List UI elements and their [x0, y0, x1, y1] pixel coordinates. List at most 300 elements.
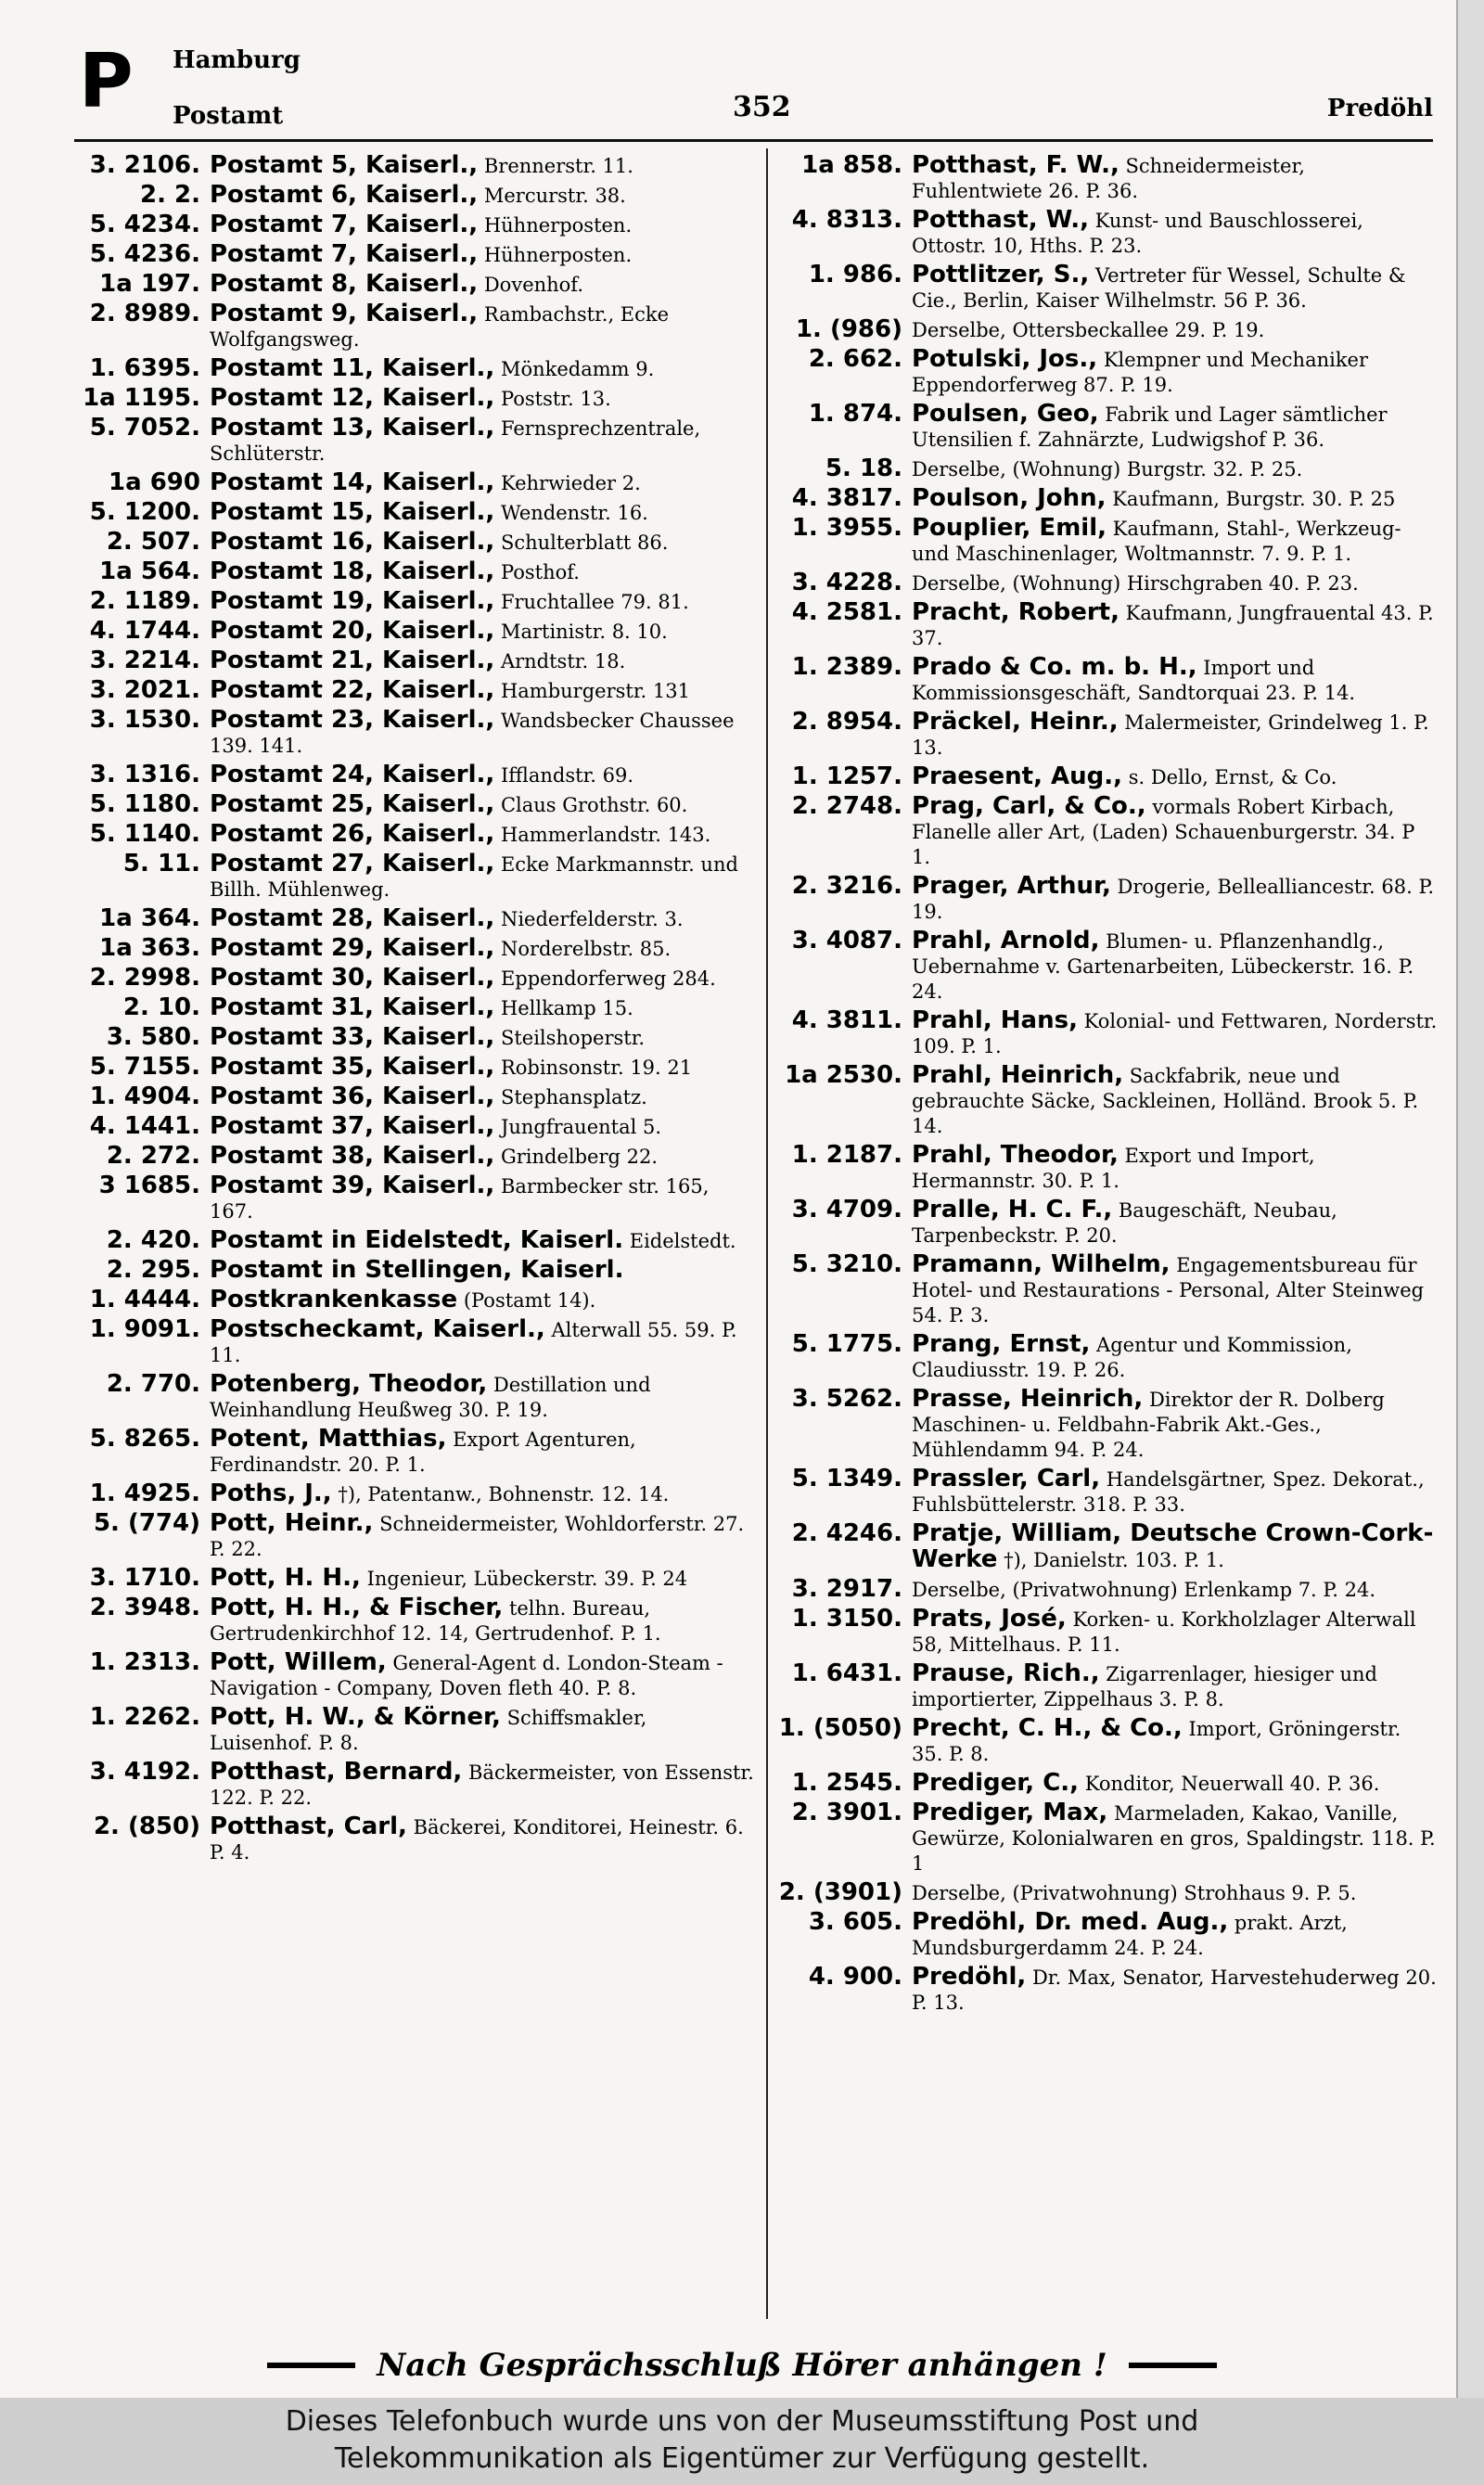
- entry-name: Precht, C. H., & Co.,: [912, 1714, 1183, 1742]
- directory-entry: [78, 1114, 755, 1140]
- entry-details: Eidelstedt.: [623, 1230, 736, 1252]
- entry-name: Postamt 36, Kaiserl.,: [210, 1082, 495, 1110]
- entry-text: [210, 242, 755, 268]
- phone-number: 3. 4228.: [791, 569, 902, 596]
- entry-details: Hellkamp 15.: [494, 997, 633, 1019]
- entry-name: Pramann, Wilhelm,: [912, 1250, 1171, 1278]
- entry-name: Postamt 14, Kaiserl.,: [210, 468, 495, 496]
- entry-name: Poths, J.,: [210, 1479, 332, 1507]
- phone-number: 3. 580.: [106, 1023, 200, 1051]
- phone-number: 2. 8954.: [791, 708, 902, 736]
- entry-name: Präckel, Heinr.,: [912, 708, 1119, 736]
- phone-number: 3. 5262.: [791, 1385, 902, 1413]
- phone-number: 5. 4236.: [89, 240, 200, 268]
- directory-entry: [78, 678, 755, 704]
- phone-number: 3 1685.: [98, 1172, 200, 1199]
- entry-name: Postamt 19, Kaiserl.,: [210, 587, 495, 615]
- entry-text: [912, 1607, 1438, 1658]
- phone-number: 1a 364.: [99, 904, 200, 932]
- page-edge: [1456, 0, 1484, 2398]
- phone-number: 2. 10.: [122, 993, 200, 1021]
- entry-details: Brennerstr. 11.: [478, 155, 633, 177]
- phone-number: 1a 1195.: [83, 384, 200, 412]
- column-divider: [766, 148, 768, 2319]
- entry-name: Postscheckamt, Kaiserl.,: [210, 1315, 545, 1343]
- entry-name: Pralle, H. C. F.,: [912, 1196, 1113, 1223]
- entry-text: [210, 1511, 755, 1562]
- directory-entry: [78, 762, 755, 788]
- entry-details: prakt. Arzt, Mundsburgerdamm 24. P. 24.: [912, 1912, 1348, 1959]
- entry-text: [210, 966, 755, 992]
- entry-text: [912, 1063, 1438, 1139]
- entry-name: Postamt in Eidelstedt, Kaiserl.: [210, 1226, 624, 1254]
- entry-details: Kolonial- und Fettwaren, Norderstr. 109. P. 1.: [912, 1010, 1438, 1057]
- phone-number: 2. 420.: [106, 1226, 200, 1254]
- phone-number: 2. 1189.: [89, 587, 200, 615]
- entry-name: Potthast, Bernard,: [210, 1758, 463, 1786]
- directory-entry: [78, 1258, 755, 1284]
- entry-details: Robinsonstr. 19. 21: [494, 1057, 693, 1079]
- entry-text: [210, 678, 755, 704]
- entry-name: Potent, Matthias,: [210, 1425, 447, 1453]
- entry-details: Marmeladen, Kakao, Vanille, Gewürze, Kolonialwaren en gros, Spaldingstr. 118. P. 1: [912, 1802, 1436, 1875]
- entry-details: Bäckerei, Konditorei, Heinestr. 6. P. 4.: [210, 1816, 744, 1864]
- entry-text: [210, 995, 755, 1021]
- directory-entry: [78, 1372, 755, 1423]
- phone-number: 3. 4087.: [791, 927, 902, 954]
- entry-text: [912, 1143, 1438, 1194]
- footer-text: Nach Gesprächsschluß Hörer anhängen !: [377, 2347, 1107, 2384]
- entry-details: Fernsprechzentrale, Schlüterstr.: [210, 417, 701, 465]
- entry-details: †), Danielstr. 103. P. 1.: [997, 1549, 1224, 1571]
- header-rule: [74, 139, 1433, 142]
- entry-text: [210, 1287, 755, 1313]
- directory-entry: [777, 347, 1438, 398]
- phone-number: 1. 986.: [808, 261, 902, 288]
- entry-text: [210, 1650, 755, 1701]
- entry-details: Fruchtallee 79. 81.: [494, 591, 689, 613]
- entry-name: Postamt in Stellingen, Kaiserl.: [210, 1256, 624, 1284]
- entry-text: [912, 929, 1438, 1005]
- directory-entry: [777, 1716, 1438, 1767]
- entry-name: Postamt 13, Kaiserl.,: [210, 414, 495, 442]
- directory-entry: [777, 402, 1438, 453]
- entry-details: Jungfrauental 5.: [494, 1116, 662, 1138]
- entry-details: Handelsgärtner, Spez. Dekorat., Fuhlsbüttelerstr. 318. P. 33.: [912, 1468, 1425, 1516]
- entry-name: Postamt 9, Kaiserl.,: [210, 300, 479, 327]
- phone-number: 1. 4925.: [89, 1479, 200, 1507]
- directory-entry: [78, 1814, 755, 1865]
- entry-text: [210, 212, 755, 238]
- entry-name: Potthast, F. W.,: [912, 151, 1119, 179]
- phone-number: 3. 4709.: [791, 1196, 902, 1223]
- footer-dash-right: [1129, 2363, 1217, 2368]
- phone-number: 1. 4904.: [89, 1082, 200, 1110]
- entry-details: Hühnerposten.: [478, 214, 633, 237]
- directory-entry: [78, 906, 755, 932]
- entry-name: Postamt 26, Kaiserl.,: [210, 820, 495, 848]
- directory-entry: [777, 153, 1438, 204]
- directory-entry: [78, 500, 755, 526]
- entry-name: Postamt 21, Kaiserl.,: [210, 647, 495, 674]
- entry-details: Wandsbecker Chaussee 139. 141.: [210, 710, 735, 757]
- entry-name: Postamt 29, Kaiserl.,: [210, 934, 495, 962]
- directory-entry: [78, 1025, 755, 1051]
- entry-details: Malermeister, Grindelweg 1. P. 13.: [912, 711, 1429, 759]
- entry-details: Kaufmann, Stahl-, Werkzeug- und Maschinenlager, Woltmannstr. 7. 9. P. 1.: [912, 518, 1401, 565]
- entry-text: [912, 263, 1438, 314]
- entry-text: [912, 456, 1438, 482]
- phone-number: 1. 4444.: [89, 1286, 200, 1313]
- directory-entry: [777, 1661, 1438, 1712]
- directory-entry: [777, 1607, 1438, 1658]
- entry-text: [210, 1481, 755, 1507]
- entry-name: Postamt 7, Kaiserl.,: [210, 240, 479, 268]
- phone-number: 1. 2187.: [791, 1141, 902, 1169]
- phone-number: 5. 8265.: [89, 1425, 200, 1453]
- entry-text: [912, 1387, 1438, 1463]
- directory-entry: [777, 208, 1438, 259]
- phone-number: 2. (850): [93, 1813, 200, 1840]
- phone-number: 5. 1200.: [89, 498, 200, 526]
- entry-text: [210, 1427, 755, 1478]
- entry-details: Alterwall 55. 59. P. 11.: [210, 1319, 737, 1366]
- entry-details: telhn. Bureau, Gertrudenkirchhof 12. 14, Gertrudenhof. P. 1.: [210, 1597, 661, 1645]
- entry-details: Derselbe, (Wohnung) Burgstr. 32. P. 25.: [912, 458, 1303, 480]
- directory-entry: [777, 655, 1438, 706]
- phone-number: 2. 2.: [140, 181, 200, 209]
- entry-name: Postamt 31, Kaiserl.,: [210, 993, 495, 1021]
- directory-entry: [78, 1566, 755, 1592]
- entry-text: [210, 1814, 755, 1865]
- directory-entry: [78, 589, 755, 615]
- entry-text: [912, 874, 1438, 925]
- entry-details: Ifflandstr. 69.: [494, 764, 634, 787]
- entry-name: Postamt 25, Kaiserl.,: [210, 790, 495, 818]
- phone-number: 1a 2530.: [785, 1061, 902, 1089]
- directory-entry: [78, 966, 755, 992]
- directory-entry: [78, 1427, 755, 1478]
- directory-entry: [78, 386, 755, 412]
- entry-name: Poulsen, Geo,: [912, 400, 1099, 428]
- entry-details: Blumen- u. Pflanzenhandlg., Uebernahme v. Gartenarbeiten, Lübeckerstr. 16. P. 24.: [912, 930, 1414, 1003]
- entry-name: Prado & Co. m. b. H.,: [912, 653, 1197, 681]
- directory-entry: [78, 936, 755, 962]
- directory-entry: [78, 1511, 755, 1562]
- phone-number: 3. 1710.: [89, 1564, 200, 1592]
- directory-entry: [78, 242, 755, 268]
- phone-number: 4. 8313.: [791, 206, 902, 234]
- entry-details: Mönkedamm 9.: [494, 358, 655, 380]
- entry-details: Agentur und Kommission, Claudiusstr. 19. P. 26.: [912, 1334, 1352, 1381]
- entry-name: Postamt 7, Kaiserl.,: [210, 211, 479, 238]
- entry-text: [912, 317, 1438, 343]
- phone-number: 3. 2021.: [89, 676, 200, 704]
- phone-number: 5. 1349.: [791, 1465, 902, 1492]
- directory-entry: [777, 1910, 1438, 1961]
- caption-line-2: Telekommunikation als Eigentümer zur Verfügung gestellt.: [334, 2442, 1150, 2475]
- phone-number: 2. 2748.: [791, 792, 902, 820]
- entry-text: [912, 347, 1438, 398]
- phone-number: 3. 4192.: [89, 1758, 200, 1786]
- entry-text: [210, 1372, 755, 1423]
- entry-details: Schulterblatt 86.: [494, 532, 669, 554]
- phone-number: 5. 7052.: [89, 414, 200, 442]
- phone-number: 2. 3901.: [791, 1799, 902, 1826]
- directory-entry: [777, 1387, 1438, 1463]
- directory-entry: [78, 1595, 755, 1646]
- entry-name: Prahl, Arnold,: [912, 927, 1100, 954]
- entry-text: [210, 1025, 755, 1051]
- entry-text: [912, 1965, 1438, 2016]
- entry-name: Pott, H. H.,: [210, 1564, 361, 1592]
- entry-name: Potthast, Carl,: [210, 1813, 407, 1840]
- phone-number: 5. 4234.: [89, 211, 200, 238]
- entry-details: Schiffsmakler, Luisenhof. P. 8.: [210, 1707, 647, 1754]
- entry-text: [210, 470, 755, 496]
- directory-entry: [78, 153, 755, 179]
- directory-entry: [78, 1287, 755, 1313]
- directory-entry: [78, 530, 755, 556]
- header-first-entry: Postamt: [173, 102, 284, 130]
- directory-entry: [78, 995, 755, 1021]
- directory-entry: [777, 710, 1438, 761]
- phone-number: 5. (774): [93, 1509, 200, 1537]
- entry-name: Postkrankenkasse: [210, 1286, 458, 1313]
- entry-details: Kunst- und Bauschlosserei, Ottostr. 10, Hths. P. 23.: [912, 210, 1363, 257]
- phone-number: 4. 3811.: [791, 1006, 902, 1034]
- entry-details: Rambachstr., Ecke Wolfgangsweg.: [210, 303, 670, 351]
- entry-details: Sackfabrik, neue und gebrauchte Säcke, Sackleinen, Holländ. Brook 5. P. 14.: [912, 1065, 1419, 1137]
- directory-entry: [78, 822, 755, 848]
- directory-entry: [777, 486, 1438, 512]
- directory-entry: [777, 600, 1438, 651]
- directory-entry: [78, 648, 755, 674]
- entry-details: †), Patentanw., Bohnenstr. 12. 14.: [331, 1483, 670, 1505]
- phone-number: 1. 3150.: [791, 1605, 902, 1633]
- entry-details: Vertreter für Wessel, Schulte & Cie., Berlin, Kaiser Wilhelmstr. 56 P. 36.: [912, 264, 1406, 312]
- entry-text: [210, 619, 755, 645]
- entry-details: Export Agenturen, Ferdinandstr. 20. P. 1.: [210, 1428, 636, 1476]
- entry-name: Postamt 15, Kaiserl.,: [210, 498, 495, 526]
- entry-details: Steilshoperstr.: [494, 1027, 646, 1049]
- entry-text: [210, 792, 755, 818]
- directory-entry: [777, 1008, 1438, 1059]
- header-last-entry: Predöhl: [1326, 95, 1433, 122]
- entry-name: Predöhl, Dr. med. Aug.,: [912, 1908, 1229, 1936]
- phone-number: 4. 1744.: [89, 617, 200, 645]
- directory-entry: [777, 1800, 1438, 1877]
- phone-number: 2. 295.: [106, 1256, 200, 1284]
- entry-name: Poulson, John,: [912, 484, 1107, 512]
- entry-name: Postamt 35, Kaiserl.,: [210, 1053, 495, 1081]
- entry-text: [912, 1910, 1438, 1961]
- entry-text: [912, 710, 1438, 761]
- entry-details: Drogerie, Bellealliancestr. 68. P. 19.: [912, 876, 1435, 923]
- directory-entry: [777, 317, 1438, 343]
- phone-number: 2. 3948.: [89, 1594, 200, 1621]
- entry-text: [210, 708, 755, 759]
- entry-details: Hammerlandstr. 143.: [494, 824, 711, 846]
- phone-number: 1. 9091.: [89, 1315, 200, 1343]
- entry-name: Postamt 16, Kaiserl.,: [210, 528, 495, 556]
- phone-number: 5. 1775.: [791, 1330, 902, 1358]
- entry-details: Dovenhof.: [478, 274, 584, 296]
- phone-number: 3. 2917.: [791, 1575, 902, 1603]
- entry-details: Hamburgerstr. 131: [494, 680, 690, 702]
- entry-details: Konditor, Neuerwall 40. P. 36.: [1079, 1773, 1380, 1795]
- phone-number: 1a 363.: [99, 934, 200, 962]
- phone-number: 1. 2262.: [89, 1703, 200, 1731]
- entry-name: Praesent, Aug.,: [912, 762, 1123, 790]
- entry-name: Prassler, Carl,: [912, 1465, 1101, 1492]
- entry-text: [210, 906, 755, 932]
- entry-name: Potulski, Jos.,: [912, 345, 1098, 373]
- phone-number: 5. 7155.: [89, 1053, 200, 1081]
- directory-entry: [78, 1144, 755, 1170]
- phone-number: 1a 690: [109, 468, 200, 496]
- entry-name: Postamt 24, Kaiserl.,: [210, 761, 495, 788]
- entry-text: [912, 208, 1438, 259]
- entry-name: Pott, Heinr.,: [210, 1509, 374, 1537]
- entry-details: Martinistr. 8. 10.: [494, 621, 668, 643]
- entry-name: Prediger, Max,: [912, 1799, 1108, 1826]
- phone-number: 2. 770.: [106, 1370, 200, 1398]
- entry-text: [210, 500, 755, 526]
- entry-name: Postamt 23, Kaiserl.,: [210, 706, 495, 734]
- phone-number: 4. 900.: [808, 1963, 902, 1991]
- phone-number: 1a 858.: [801, 151, 902, 179]
- entry-text: [912, 764, 1438, 790]
- entry-text: [210, 852, 755, 903]
- entry-name: Postamt 20, Kaiserl.,: [210, 617, 495, 645]
- entry-name: Potthast, W.,: [912, 206, 1089, 234]
- entry-name: Pratje, William, Deutsche Crown-Cork-Werke: [912, 1519, 1434, 1573]
- directory-entry: [78, 1055, 755, 1081]
- phone-number: 4. 2581.: [791, 598, 902, 626]
- entry-name: Prediger, C.,: [912, 1769, 1080, 1797]
- directory-entry: [78, 470, 755, 496]
- page-number: 352: [733, 91, 791, 123]
- entry-details: Eppendorferweg 284.: [494, 967, 716, 990]
- directory-entry: [777, 456, 1438, 482]
- entry-text: [912, 1252, 1438, 1328]
- phone-number: 1. 2389.: [791, 653, 902, 681]
- entry-text: [210, 1258, 755, 1284]
- directory-entry: [78, 1084, 755, 1110]
- phone-number: 4. 1441.: [89, 1112, 200, 1140]
- entry-text: [210, 1595, 755, 1646]
- footer-dash-left: [267, 2363, 355, 2368]
- phone-number: 3. 1316.: [89, 761, 200, 788]
- entry-text: [210, 1228, 755, 1254]
- directory-entry: [777, 1198, 1438, 1249]
- directory-entry: [78, 416, 755, 467]
- entry-name: Postamt 11, Kaiserl.,: [210, 354, 495, 382]
- entry-details: vormals Robert Kirbach, Flanelle aller Art, (Laden) Schauenburgerstr. 34. P 1.: [912, 796, 1415, 868]
- entry-name: Pouplier, Emil,: [912, 514, 1107, 542]
- entry-text: [912, 1521, 1438, 1573]
- entry-text: [210, 530, 755, 556]
- entry-details: Fabrik und Lager sämtlicher Utensilien f. Zahnärzte, Ludwigshof P. 36.: [912, 403, 1388, 451]
- entry-name: Postamt 38, Kaiserl.,: [210, 1142, 495, 1170]
- entry-name: Postamt 22, Kaiserl.,: [210, 676, 495, 704]
- entry-name: Postamt 5, Kaiserl.,: [210, 151, 479, 179]
- phone-number: 2. 3216.: [791, 872, 902, 900]
- entry-text: [912, 1198, 1438, 1249]
- directory-entry: [78, 1173, 755, 1224]
- entry-details: General-Agent d. London-Steam - Navigation - Company, Doven fleth 40. P. 8.: [210, 1652, 723, 1699]
- entry-details: Derselbe, (Wohnung) Hirschgraben 40. P. 23.: [912, 572, 1359, 595]
- entry-text: [210, 416, 755, 467]
- directory-entry: [777, 764, 1438, 790]
- entry-text: [210, 648, 755, 674]
- entry-text: [912, 794, 1438, 870]
- entry-text: [912, 600, 1438, 651]
- entry-details: Zigarrenlager, hiesiger und importierter, Zippelhaus 3. P. 8.: [912, 1663, 1377, 1710]
- entry-details: Niederfelderstr. 3.: [494, 908, 684, 930]
- entry-text: [912, 1661, 1438, 1712]
- entry-name: Prats, José,: [912, 1605, 1067, 1633]
- directory-entry: [78, 301, 755, 352]
- entry-text: [912, 1880, 1438, 1906]
- entry-text: [912, 655, 1438, 706]
- directory-entry: [777, 1771, 1438, 1797]
- entry-text: [210, 1317, 755, 1368]
- phone-number: 3. 1530.: [89, 706, 200, 734]
- phone-number: 1. 2545.: [791, 1769, 902, 1797]
- entry-details: Posthof.: [494, 561, 580, 583]
- entry-text: [210, 1055, 755, 1081]
- entry-details: Schneidermeister, Wohldorferstr. 27. P. 22.: [210, 1513, 745, 1560]
- directory-entry: [78, 183, 755, 209]
- directory-entry: [78, 708, 755, 759]
- entry-details: Bäckermeister, von Essenstr. 122. P. 22.: [210, 1761, 754, 1809]
- phone-number: 5. 18.: [825, 455, 902, 482]
- entry-name: Pracht, Robert,: [912, 598, 1119, 626]
- entry-name: Postamt 28, Kaiserl.,: [210, 904, 495, 932]
- directory-entry: [78, 619, 755, 645]
- phone-number: 1. 874.: [808, 400, 902, 428]
- entry-details: Arndtstr. 18.: [494, 650, 626, 672]
- phone-number: 2. 662.: [808, 345, 902, 373]
- phone-number: 5. 3210.: [791, 1250, 902, 1278]
- directory-entry: [78, 212, 755, 238]
- entry-name: Postamt 37, Kaiserl.,: [210, 1112, 495, 1140]
- phone-number: 1. 6431.: [791, 1659, 902, 1687]
- entry-name: Prahl, Heinrich,: [912, 1061, 1124, 1089]
- entry-text: [912, 153, 1438, 204]
- phone-number: 1. (986): [795, 315, 902, 343]
- entry-details: Barmbecker str. 165, 167.: [210, 1175, 710, 1223]
- directory-entry: [78, 1705, 755, 1756]
- phone-number: 2. (3901): [778, 1878, 902, 1906]
- entry-text: [210, 762, 755, 788]
- entry-details: Derselbe, (Privatwohnung) Strohhaus 9. P. 5.: [912, 1882, 1357, 1904]
- directory-entry: [777, 1467, 1438, 1518]
- directory-entry: [777, 1252, 1438, 1328]
- phone-number: 1. 6395.: [89, 354, 200, 382]
- entry-details: Schneidermeister, Fuhlentwiete 26. P. 36.: [912, 155, 1305, 202]
- entry-text: [912, 570, 1438, 596]
- directory-entry: [78, 1481, 755, 1507]
- phone-number: 3. 2214.: [89, 647, 200, 674]
- entry-details: Grindelberg 22.: [494, 1146, 659, 1168]
- entry-name: Postamt 27, Kaiserl.,: [210, 850, 495, 877]
- directory-entry: [78, 1760, 755, 1811]
- entry-details: Claus Grothstr. 60.: [494, 794, 688, 816]
- phone-number: 2. 272.: [106, 1142, 200, 1170]
